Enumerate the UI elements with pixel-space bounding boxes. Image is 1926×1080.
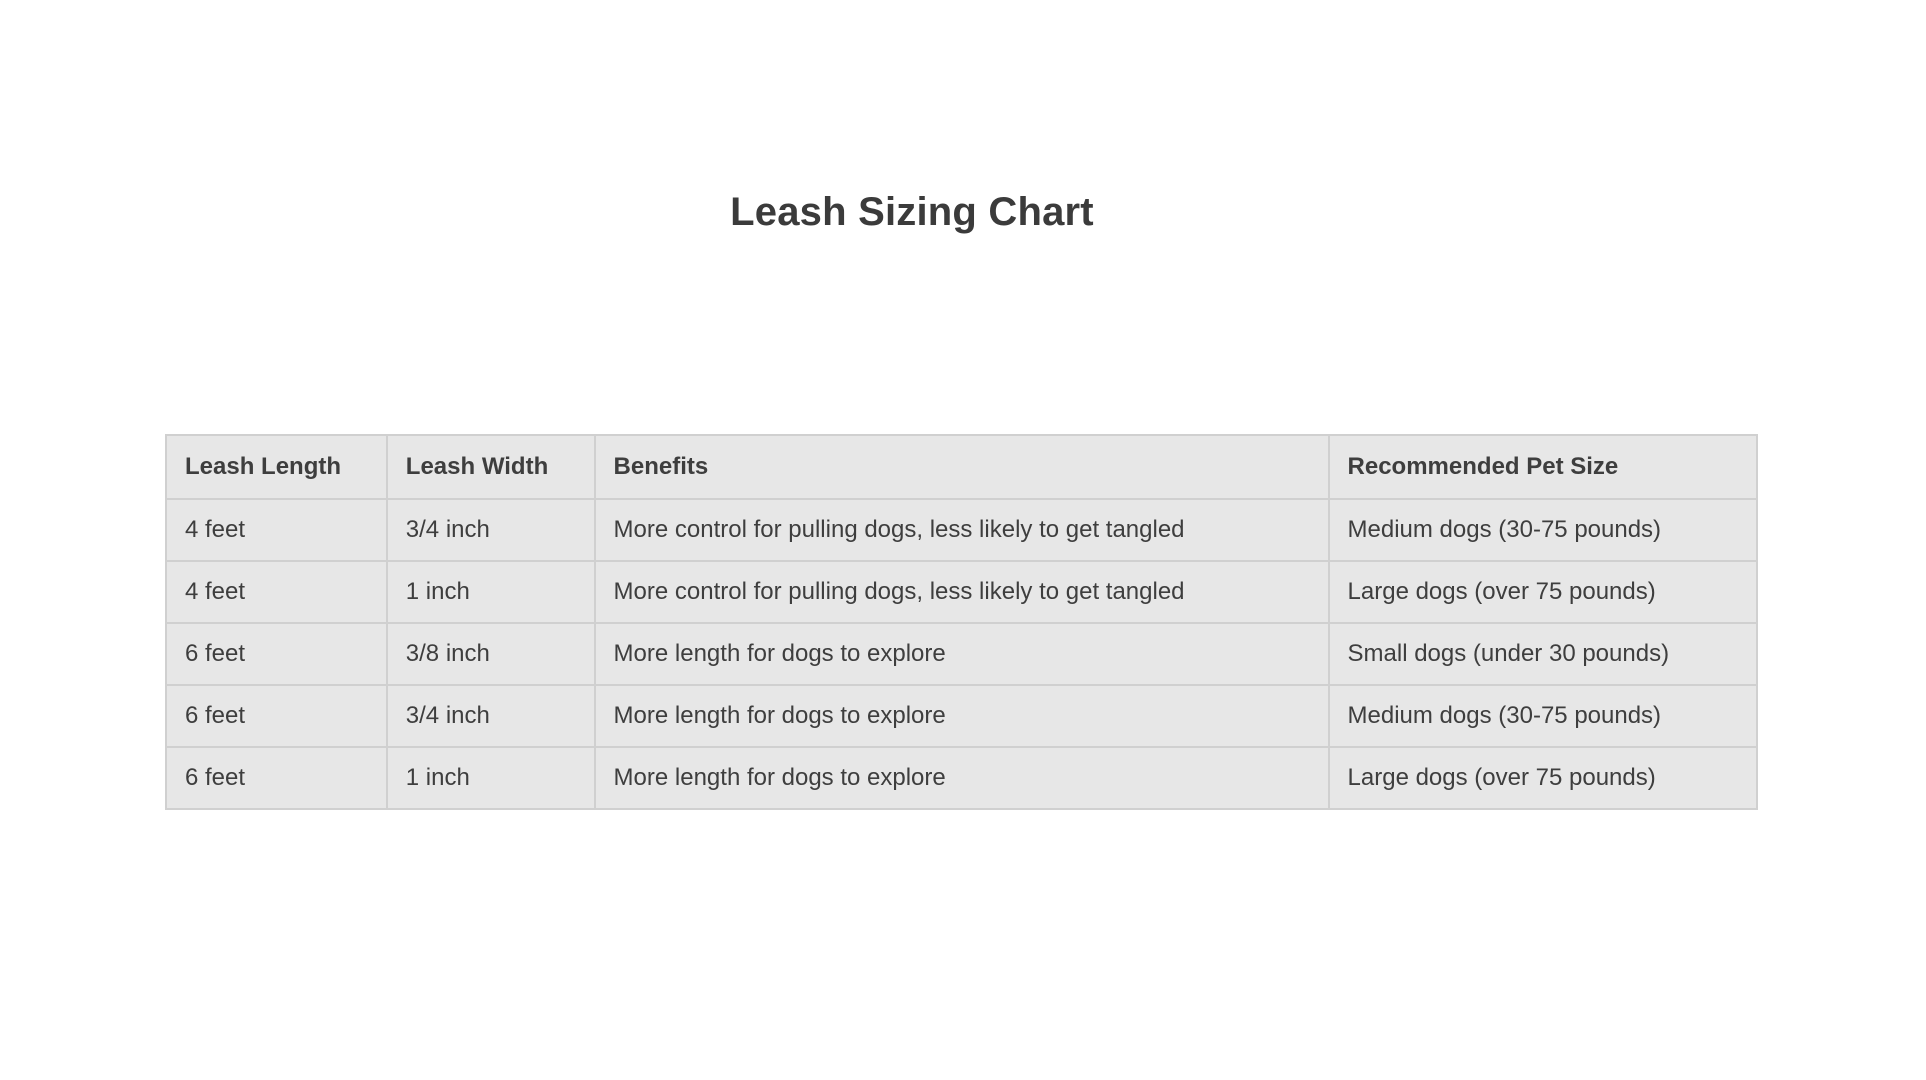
cell-leash-length: 4 feet xyxy=(166,561,387,623)
table-row xyxy=(166,747,1757,809)
cell-recommended-pet-size: Large dogs (over 75 pounds) xyxy=(1329,747,1757,809)
table-header-row xyxy=(166,435,1757,499)
cell-recommended-pet-size: Small dogs (under 30 pounds) xyxy=(1329,623,1757,685)
cell-recommended-pet-size: Medium dogs (30-75 pounds) xyxy=(1329,499,1757,561)
table-row xyxy=(166,561,1757,623)
header-leash-width: Leash Width xyxy=(387,435,595,499)
header-recommended-pet-size: Recommended Pet Size xyxy=(1329,435,1757,499)
page-title: Leash Sizing Chart xyxy=(730,190,1094,234)
cell-benefits: More length for dogs to explore xyxy=(595,747,1329,809)
cell-leash-width: 1 inch xyxy=(387,561,595,623)
cell-recommended-pet-size: Large dogs (over 75 pounds) xyxy=(1329,561,1757,623)
cell-leash-width: 3/4 inch xyxy=(387,499,595,561)
header-benefits: Benefits xyxy=(595,435,1329,499)
cell-leash-length: 4 feet xyxy=(166,499,387,561)
cell-leash-width: 3/8 inch xyxy=(387,623,595,685)
table-row xyxy=(166,623,1757,685)
cell-benefits: More control for pulling dogs, less likely to get tangled xyxy=(595,561,1329,623)
cell-leash-width: 1 inch xyxy=(387,747,595,809)
cell-benefits: More length for dogs to explore xyxy=(595,685,1329,747)
table-row xyxy=(166,499,1757,561)
cell-benefits: More length for dogs to explore xyxy=(595,623,1329,685)
cell-leash-length: 6 feet xyxy=(166,747,387,809)
cell-benefits: More control for pulling dogs, less likely to get tangled xyxy=(595,499,1329,561)
table-row xyxy=(166,685,1757,747)
cell-leash-length: 6 feet xyxy=(166,623,387,685)
header-leash-length: Leash Length xyxy=(166,435,387,499)
cell-leash-length: 6 feet xyxy=(166,685,387,747)
cell-leash-width: 3/4 inch xyxy=(387,685,595,747)
cell-recommended-pet-size: Medium dogs (30-75 pounds) xyxy=(1329,685,1757,747)
leash-sizing-table xyxy=(165,434,1758,810)
